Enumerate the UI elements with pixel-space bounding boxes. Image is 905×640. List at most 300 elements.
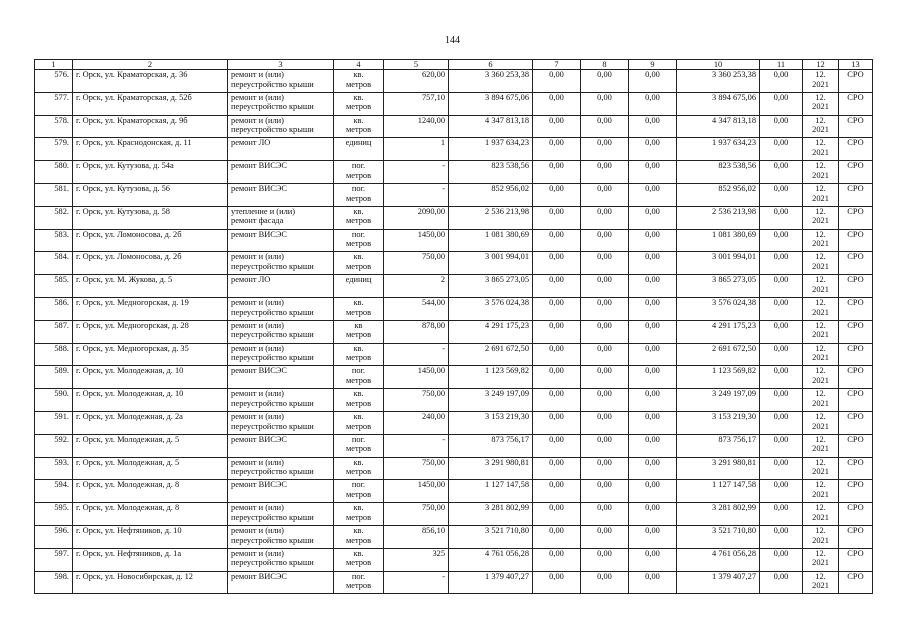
fund-cell: 0,00 <box>629 525 677 548</box>
other-funds-cell: 0,00 <box>760 366 803 389</box>
column-header: 6 <box>449 60 533 70</box>
row-number: 590. <box>35 389 73 412</box>
table-row <box>35 343 873 366</box>
volume-cell: - <box>384 161 449 184</box>
term-cell-line: 2021 <box>812 125 829 135</box>
row-number: 576. <box>35 70 73 93</box>
term-cell-line: 2021 <box>812 535 829 545</box>
other-funds-cell: 0,00 <box>760 275 803 298</box>
volume-cell: 856,10 <box>384 525 449 548</box>
other-funds-cell: 0,00 <box>760 229 803 252</box>
unit-cell-line: пог. <box>351 434 366 444</box>
total-cost-cell: 2 536 213,98 <box>449 206 533 229</box>
fund-cell: 0,00 <box>629 206 677 229</box>
owner-funds-cell: 4 291 175,23 <box>677 320 760 343</box>
fund-cell: 0,00 <box>629 503 677 526</box>
work-type-cell <box>228 366 334 389</box>
work-type-cell-line: ремонт и (или) <box>231 457 284 467</box>
address-cell: г. Орск, ул. Кутузова, д. 54а <box>73 161 228 184</box>
work-type-cell-line: ремонт и (или) <box>231 548 284 558</box>
work-type-cell-line: ремонт и (или) <box>231 297 284 307</box>
fund-cell: 0,00 <box>581 115 629 138</box>
term-cell <box>803 275 839 298</box>
volume-cell: - <box>384 571 449 594</box>
row-number: 592. <box>35 434 73 457</box>
address-cell: г. Орск, ул. Нефтяников, д. 10 <box>73 525 228 548</box>
term-cell-line: 12. <box>815 206 826 216</box>
column-header: 7 <box>533 60 581 70</box>
unit-cell-line: метров <box>345 216 372 226</box>
fund-cell: 0,00 <box>629 252 677 275</box>
page-number: 144 <box>445 35 460 46</box>
term-cell-line: 2021 <box>812 421 829 431</box>
row-number: 597. <box>35 548 73 571</box>
other-funds-cell: 0,00 <box>760 92 803 115</box>
work-type-cell-line: переустройство крыши <box>231 330 314 340</box>
unit-cell <box>334 92 384 115</box>
column-header: 10 <box>677 60 760 70</box>
address-cell: г. Орск, ул. Новосибирская, д. 12 <box>73 571 228 594</box>
fund-cell: 0,00 <box>581 480 629 503</box>
owner-funds-cell: 3 001 994,01 <box>677 252 760 275</box>
fund-cell: 0,00 <box>629 480 677 503</box>
term-cell <box>803 161 839 184</box>
fund-cell: 0,00 <box>533 183 581 206</box>
owner-funds-cell: 1 937 634,23 <box>677 138 760 161</box>
address-cell: г. Орск, ул. Молодежная, д. 8 <box>73 503 228 526</box>
table-row <box>35 138 873 161</box>
term-cell-line: 2021 <box>812 489 829 499</box>
row-number: 586. <box>35 297 73 320</box>
work-type-cell-line: утепление и (или) <box>231 206 296 216</box>
term-cell-line: 12. <box>815 411 826 421</box>
owner-funds-cell: 3 576 024,38 <box>677 297 760 320</box>
fund-cell: 0,00 <box>533 411 581 434</box>
unit-cell-line: пог. <box>351 366 366 376</box>
table-row <box>35 115 873 138</box>
fund-cell: 0,00 <box>581 389 629 412</box>
unit-cell-line: кв. <box>353 343 364 353</box>
term-cell <box>803 434 839 457</box>
work-type-cell-line: ремонт ВИСЭС <box>231 366 287 376</box>
work-type-cell <box>228 206 334 229</box>
term-cell <box>803 229 839 252</box>
unit-cell <box>334 480 384 503</box>
work-type-cell-line: переустройство крыши <box>231 125 314 135</box>
row-number: 595. <box>35 503 73 526</box>
work-type-cell-line: ремонт ВИСЭС <box>231 571 287 581</box>
owner-funds-cell: 4 347 813,18 <box>677 115 760 138</box>
term-cell-line: 2021 <box>812 284 829 294</box>
unit-cell-line: кв. <box>353 115 364 125</box>
source-cell: СРО <box>839 525 873 548</box>
term-cell-line: 2021 <box>812 558 829 568</box>
work-type-cell-line: переустройство крыши <box>231 398 314 408</box>
fund-cell: 0,00 <box>533 548 581 571</box>
fund-cell: 0,00 <box>581 525 629 548</box>
term-cell-line: 12. <box>815 571 826 581</box>
fund-cell: 0,00 <box>533 275 581 298</box>
fund-cell: 0,00 <box>629 297 677 320</box>
unit-cell-line: кв. <box>353 70 364 79</box>
fund-cell: 0,00 <box>533 70 581 93</box>
unit-cell-line: метров <box>345 398 372 408</box>
unit-cell-line: метров <box>345 239 372 249</box>
volume-cell: 2090,00 <box>384 206 449 229</box>
table-row <box>35 320 873 343</box>
unit-cell-line: метров <box>345 261 372 271</box>
volume-cell: 1450,00 <box>384 229 449 252</box>
unit-cell-line: кв. <box>353 206 364 216</box>
unit-cell-line: кв. <box>353 411 364 421</box>
source-cell: СРО <box>839 229 873 252</box>
table-row <box>35 503 873 526</box>
total-cost-cell: 1 123 569,82 <box>449 366 533 389</box>
unit-cell-line: метров <box>345 558 372 568</box>
unit-cell-line: пог. <box>351 571 366 581</box>
volume-cell: 240,00 <box>384 411 449 434</box>
total-cost-cell: 3 360 253,38 <box>449 70 533 93</box>
term-cell <box>803 571 839 594</box>
unit-cell <box>334 138 384 161</box>
address-cell: г. Орск, ул. Молодежная, д. 8 <box>73 480 228 503</box>
term-cell-line: 12. <box>815 389 826 399</box>
fund-cell: 0,00 <box>581 457 629 480</box>
address-cell: г. Орск, ул. Краматорская, д. 36 <box>73 70 228 93</box>
work-type-cell <box>228 252 334 275</box>
fund-cell: 0,00 <box>581 434 629 457</box>
table-row <box>35 275 873 298</box>
term-cell-line: 12. <box>815 275 826 285</box>
row-number: 578. <box>35 115 73 138</box>
source-cell: СРО <box>839 252 873 275</box>
total-cost-cell: 873 756,17 <box>449 434 533 457</box>
term-cell <box>803 411 839 434</box>
owner-funds-cell: 3 291 980,81 <box>677 457 760 480</box>
column-number-row <box>35 60 873 70</box>
term-cell <box>803 115 839 138</box>
fund-cell: 0,00 <box>629 343 677 366</box>
fund-cell: 0,00 <box>581 229 629 252</box>
work-type-cell <box>228 525 334 548</box>
volume-cell: 2 <box>384 275 449 298</box>
repair-registry-table <box>34 59 873 594</box>
column-header: 4 <box>334 60 384 70</box>
term-cell-line: 12. <box>815 229 826 239</box>
total-cost-cell: 3 894 675,06 <box>449 92 533 115</box>
work-type-cell-line: переустройство крыши <box>231 261 314 271</box>
total-cost-cell: 1 379 407,27 <box>449 571 533 594</box>
term-cell-line: 12. <box>815 115 826 125</box>
row-number: 591. <box>35 411 73 434</box>
address-cell: г. Орск, ул. Медногорская, д. 28 <box>73 320 228 343</box>
unit-cell-line: кв. <box>353 503 364 513</box>
term-cell-line: 12. <box>815 503 826 513</box>
work-type-cell-line: ремонт ВИСЭС <box>231 229 287 239</box>
address-cell: г. Орск, ул. Молодежная, д. 5 <box>73 457 228 480</box>
fund-cell: 0,00 <box>629 366 677 389</box>
work-type-cell <box>228 229 334 252</box>
work-type-cell <box>228 548 334 571</box>
other-funds-cell: 0,00 <box>760 252 803 275</box>
unit-cell <box>334 183 384 206</box>
fund-cell: 0,00 <box>533 457 581 480</box>
volume-cell: 544,00 <box>384 297 449 320</box>
unit-cell <box>334 161 384 184</box>
unit-cell-line: кв. <box>353 548 364 558</box>
address-cell: г. Орск, ул. Кутузова, д. 56 <box>73 183 228 206</box>
unit-cell <box>334 70 384 93</box>
other-funds-cell: 0,00 <box>760 183 803 206</box>
unit-cell-line: кв. <box>353 525 364 535</box>
term-cell <box>803 206 839 229</box>
work-type-cell-line: ремонт и (или) <box>231 411 284 421</box>
other-funds-cell: 0,00 <box>760 70 803 93</box>
work-type-cell-line: ремонт ВИСЭС <box>231 480 287 490</box>
work-type-cell <box>228 457 334 480</box>
term-cell <box>803 525 839 548</box>
unit-cell <box>334 297 384 320</box>
work-type-cell <box>228 434 334 457</box>
work-type-cell-line: переустройство крыши <box>231 102 314 112</box>
unit-cell <box>334 457 384 480</box>
owner-funds-cell: 2 691 672,50 <box>677 343 760 366</box>
term-cell <box>803 70 839 93</box>
table-row <box>35 525 873 548</box>
other-funds-cell: 0,00 <box>760 389 803 412</box>
fund-cell: 0,00 <box>533 366 581 389</box>
total-cost-cell: 4 761 056,28 <box>449 548 533 571</box>
other-funds-cell: 0,00 <box>760 206 803 229</box>
term-cell-line: 12. <box>815 92 826 102</box>
term-cell <box>803 548 839 571</box>
work-type-cell-line: переустройство крыши <box>231 307 314 317</box>
volume-cell: 878,00 <box>384 320 449 343</box>
total-cost-cell: 4 347 813,18 <box>449 115 533 138</box>
work-type-cell-line: ремонт и (или) <box>231 320 284 330</box>
term-cell-line: 2021 <box>812 330 829 340</box>
fund-cell: 0,00 <box>533 389 581 412</box>
fund-cell: 0,00 <box>533 138 581 161</box>
work-type-cell-line: ремонт ВИСЭС <box>231 161 287 171</box>
term-cell-line: 2021 <box>812 216 829 226</box>
other-funds-cell: 0,00 <box>760 138 803 161</box>
work-type-cell <box>228 320 334 343</box>
unit-cell <box>334 389 384 412</box>
unit-cell-line: метров <box>345 535 372 545</box>
term-cell-line: 12. <box>815 434 826 444</box>
address-cell: г. Орск, ул. Кутузова, д. 58 <box>73 206 228 229</box>
term-cell-line: 2021 <box>812 239 829 249</box>
row-number: 589. <box>35 366 73 389</box>
term-cell-line: 2021 <box>812 467 829 477</box>
table-row <box>35 548 873 571</box>
total-cost-cell: 4 291 175,23 <box>449 320 533 343</box>
total-cost-cell: 3 576 024,38 <box>449 297 533 320</box>
other-funds-cell: 0,00 <box>760 411 803 434</box>
source-cell: СРО <box>839 503 873 526</box>
term-cell <box>803 320 839 343</box>
total-cost-cell: 3 281 802,99 <box>449 503 533 526</box>
unit-cell-line: кв <box>354 320 363 330</box>
table-row <box>35 252 873 275</box>
fund-cell: 0,00 <box>581 183 629 206</box>
total-cost-cell: 3 249 197,09 <box>449 389 533 412</box>
work-type-cell-line: ремонт ЛО <box>231 138 271 148</box>
term-cell-line: 2021 <box>812 353 829 363</box>
owner-funds-cell: 1 123 569,82 <box>677 366 760 389</box>
work-type-cell <box>228 70 334 93</box>
table-row <box>35 161 873 184</box>
total-cost-cell: 3 865 273,05 <box>449 275 533 298</box>
term-cell-line: 2021 <box>812 193 829 203</box>
unit-cell-line: пог. <box>351 161 366 171</box>
other-funds-cell: 0,00 <box>760 161 803 184</box>
unit-cell-line: метров <box>345 307 372 317</box>
unit-cell-line: метров <box>345 421 372 431</box>
work-type-cell <box>228 411 334 434</box>
work-type-cell-line: ремонт и (или) <box>231 389 284 399</box>
other-funds-cell: 0,00 <box>760 548 803 571</box>
term-cell-line: 12. <box>815 480 826 490</box>
work-type-cell-line: ремонт ВИСЭС <box>231 434 287 444</box>
work-type-cell <box>228 297 334 320</box>
source-cell: СРО <box>839 366 873 389</box>
source-cell: СРО <box>839 411 873 434</box>
row-number: 587. <box>35 320 73 343</box>
unit-cell-line: пог. <box>351 183 366 193</box>
term-cell-line: 2021 <box>812 444 829 454</box>
work-type-cell-line: переустройство крыши <box>231 512 314 522</box>
address-cell: г. Орск, ул. Ломоносова, д. 2б <box>73 229 228 252</box>
term-cell-line: 2021 <box>812 147 829 157</box>
owner-funds-cell: 3 281 802,99 <box>677 503 760 526</box>
work-type-cell-line: ремонт и (или) <box>231 503 284 513</box>
unit-cell <box>334 366 384 389</box>
unit-cell <box>334 229 384 252</box>
fund-cell: 0,00 <box>581 92 629 115</box>
term-cell-line: 12. <box>815 457 826 467</box>
term-cell-line: 2021 <box>812 375 829 385</box>
unit-cell-line: метров <box>345 489 372 499</box>
address-cell: г. Орск, ул. Молодежная, д. 10 <box>73 366 228 389</box>
unit-cell <box>334 525 384 548</box>
fund-cell: 0,00 <box>629 161 677 184</box>
fund-cell: 0,00 <box>629 138 677 161</box>
other-funds-cell: 0,00 <box>760 457 803 480</box>
fund-cell: 0,00 <box>629 70 677 93</box>
source-cell: СРО <box>839 480 873 503</box>
term-cell <box>803 343 839 366</box>
fund-cell: 0,00 <box>629 434 677 457</box>
table-row <box>35 457 873 480</box>
fund-cell: 0,00 <box>533 297 581 320</box>
term-cell <box>803 480 839 503</box>
work-type-cell <box>228 275 334 298</box>
volume-cell: 750,00 <box>384 389 449 412</box>
other-funds-cell: 0,00 <box>760 503 803 526</box>
unit-cell-line: метров <box>345 512 372 522</box>
owner-funds-cell: 3 894 675,06 <box>677 92 760 115</box>
owner-funds-cell: 2 536 213,98 <box>677 206 760 229</box>
fund-cell: 0,00 <box>581 571 629 594</box>
other-funds-cell: 0,00 <box>760 320 803 343</box>
volume-cell: - <box>384 183 449 206</box>
term-cell-line: 2021 <box>812 261 829 271</box>
total-cost-cell: 1 127 147,58 <box>449 480 533 503</box>
volume-cell: 757,10 <box>384 92 449 115</box>
work-type-cell <box>228 571 334 594</box>
row-number: 584. <box>35 252 73 275</box>
other-funds-cell: 0,00 <box>760 297 803 320</box>
total-cost-cell: 3 291 980,81 <box>449 457 533 480</box>
owner-funds-cell: 3 153 219,30 <box>677 411 760 434</box>
address-cell: г. Орск, ул. Краматорская, д. 9б <box>73 115 228 138</box>
column-header: 8 <box>581 60 629 70</box>
volume-cell: 1240,00 <box>384 115 449 138</box>
fund-cell: 0,00 <box>629 275 677 298</box>
fund-cell: 0,00 <box>533 320 581 343</box>
other-funds-cell: 0,00 <box>760 480 803 503</box>
fund-cell: 0,00 <box>533 525 581 548</box>
owner-funds-cell: 823 538,56 <box>677 161 760 184</box>
term-cell <box>803 503 839 526</box>
term-cell-line: 12. <box>815 525 826 535</box>
term-cell-line: 12. <box>815 548 826 558</box>
fund-cell: 0,00 <box>629 92 677 115</box>
column-header: 3 <box>228 60 334 70</box>
fund-cell: 0,00 <box>629 389 677 412</box>
unit-cell-line: метров <box>345 125 372 135</box>
table-row <box>35 411 873 434</box>
table-row <box>35 183 873 206</box>
fund-cell: 0,00 <box>581 343 629 366</box>
source-cell: СРО <box>839 138 873 161</box>
work-type-cell-line: ремонт и (или) <box>231 252 284 262</box>
unit-cell-line: метров <box>345 193 372 203</box>
fund-cell: 0,00 <box>533 480 581 503</box>
row-number: 588. <box>35 343 73 366</box>
fund-cell: 0,00 <box>581 503 629 526</box>
work-type-cell-line: ремонт ЛО <box>231 275 271 285</box>
work-type-cell <box>228 343 334 366</box>
fund-cell: 0,00 <box>533 252 581 275</box>
volume-cell: 1450,00 <box>384 480 449 503</box>
source-cell: СРО <box>839 457 873 480</box>
row-number: 579. <box>35 138 73 161</box>
unit-cell-line: метров <box>345 170 372 180</box>
unit-cell-line: метров <box>345 581 372 591</box>
other-funds-cell: 0,00 <box>760 115 803 138</box>
total-cost-cell: 1 937 634,23 <box>449 138 533 161</box>
row-number: 598. <box>35 571 73 594</box>
address-cell: г. Орск, ул. Краматорская, д. 52б <box>73 92 228 115</box>
volume-cell: 325 <box>384 548 449 571</box>
term-cell-line: 12. <box>815 70 826 79</box>
address-cell: г. Орск, ул. Молодежная, д. 5 <box>73 434 228 457</box>
term-cell <box>803 252 839 275</box>
owner-funds-cell: 1 379 407,27 <box>677 571 760 594</box>
column-header: 13 <box>839 60 873 70</box>
fund-cell: 0,00 <box>581 161 629 184</box>
source-cell: СРО <box>839 297 873 320</box>
volume-cell: - <box>384 434 449 457</box>
volume-cell: - <box>384 343 449 366</box>
work-type-cell <box>228 92 334 115</box>
fund-cell: 0,00 <box>581 206 629 229</box>
owner-funds-cell: 3 360 253,38 <box>677 70 760 93</box>
work-type-cell-line: переустройство крыши <box>231 353 314 363</box>
